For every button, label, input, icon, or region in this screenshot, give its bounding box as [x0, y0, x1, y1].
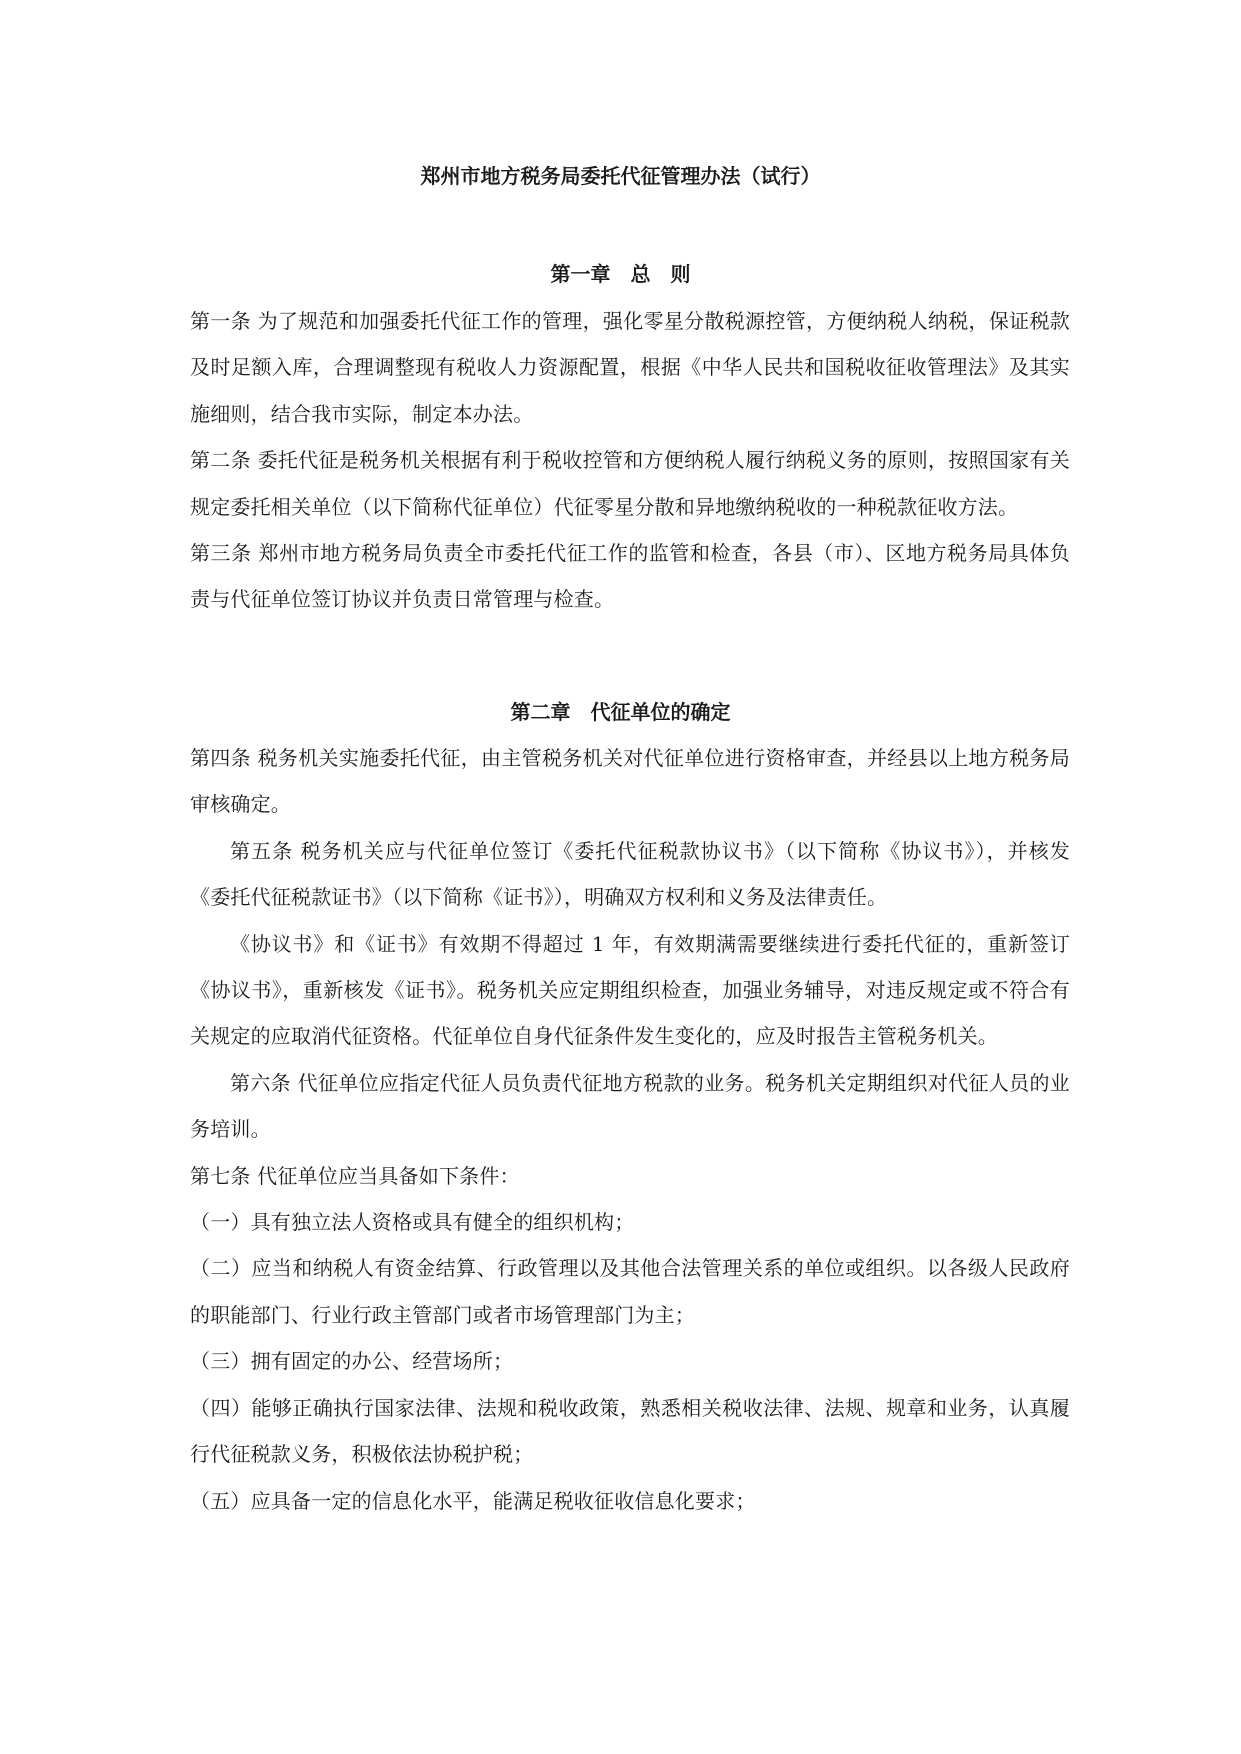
article-5: 第五条 税务机关应与代征单位签订《委托代征税款协议书》（以下简称《协议书》），并核发《委托代征税款证书》（以下简称《证书》），明确双方权利和义务及法律责任。: [190, 838, 1070, 910]
article-4: 第四条 税务机关实施委托代征，由主管税务机关对代征单位进行资格审查，并经县以上地方税务局审核确定。: [190, 746, 1070, 817]
article-7: 第七条 代征单位应当具备如下条件：: [190, 1163, 520, 1188]
chapter-2-body: [190, 735, 1070, 1524]
article-1: 第一条 为了规范和加强委托代征工作的管理，强化零星分散税源控管，方便纳税人纳税，保证税款及时足额入库，合理调整现有税收人力资源配置，根据《中华人民共和国税收征收管理法》及其实施细则，结合我市实际，制定本办法。: [190, 309, 1070, 426]
condition-1: （一）具有独立法人资格或具有健全的组织机构；: [190, 1210, 635, 1235]
condition-5: （五）应具备一定的信息化水平，能满足税收征收信息化要求；: [190, 1488, 756, 1513]
chapter-2-heading: 第二章 代征单位的确定: [510, 700, 731, 724]
condition-2: （二）应当和纳税人有资金结算、行政管理以及其他合法管理关系的单位或组织。以各级人民政府的职能部门、行业行政主管部门或者市场管理部门为主；: [190, 1256, 1070, 1327]
chapter-1-body: [190, 298, 1070, 623]
article-3: 第三条 郑州市地方税务局负责全市委托代征工作的监管和检查，各县（市）、区地方税务局具体负责与代征单位签订协议并负责日常管理与检查。: [190, 541, 1070, 612]
article-5-validity: 《协议书》和《证书》有效期不得超过 1 年，有效期满需要继续进行委托代征的，重新签订《协议书》，重新核发《证书》。税务机关应定期组织检查，加强业务辅导，对违反规定或不符合有关规定的应取消代征资格。代征单位自身代征条件发生变化的，应及时报告主管税务机关。: [190, 931, 1070, 1049]
chapter-1-heading: 第一章 总 则: [550, 262, 691, 286]
document-title: 郑州市地方税务局委托代征管理办法（试行）: [420, 164, 821, 188]
article-6: 第六条 代征单位应指定代征人员负责代征地方税款的业务。税务机关定期组织对代征人员的业务培训。: [190, 1070, 1070, 1142]
condition-3: （三）拥有固定的办公、经营场所；: [190, 1349, 514, 1374]
condition-4: （四）能够正确执行国家法律、法规和税收政策，熟悉相关税收法律、法规、规章和业务，认真履行代征税款义务，积极依法协税护税；: [190, 1395, 1070, 1467]
article-2: 第二条 委托代征是税务机关根据有利于税收控管和方便纳税人履行纳税义务的原则，按照国家有关规定委托相关单位（以下简称代征单位）代征零星分散和异地缴纳税收的一种税款征收方法。: [190, 448, 1070, 519]
